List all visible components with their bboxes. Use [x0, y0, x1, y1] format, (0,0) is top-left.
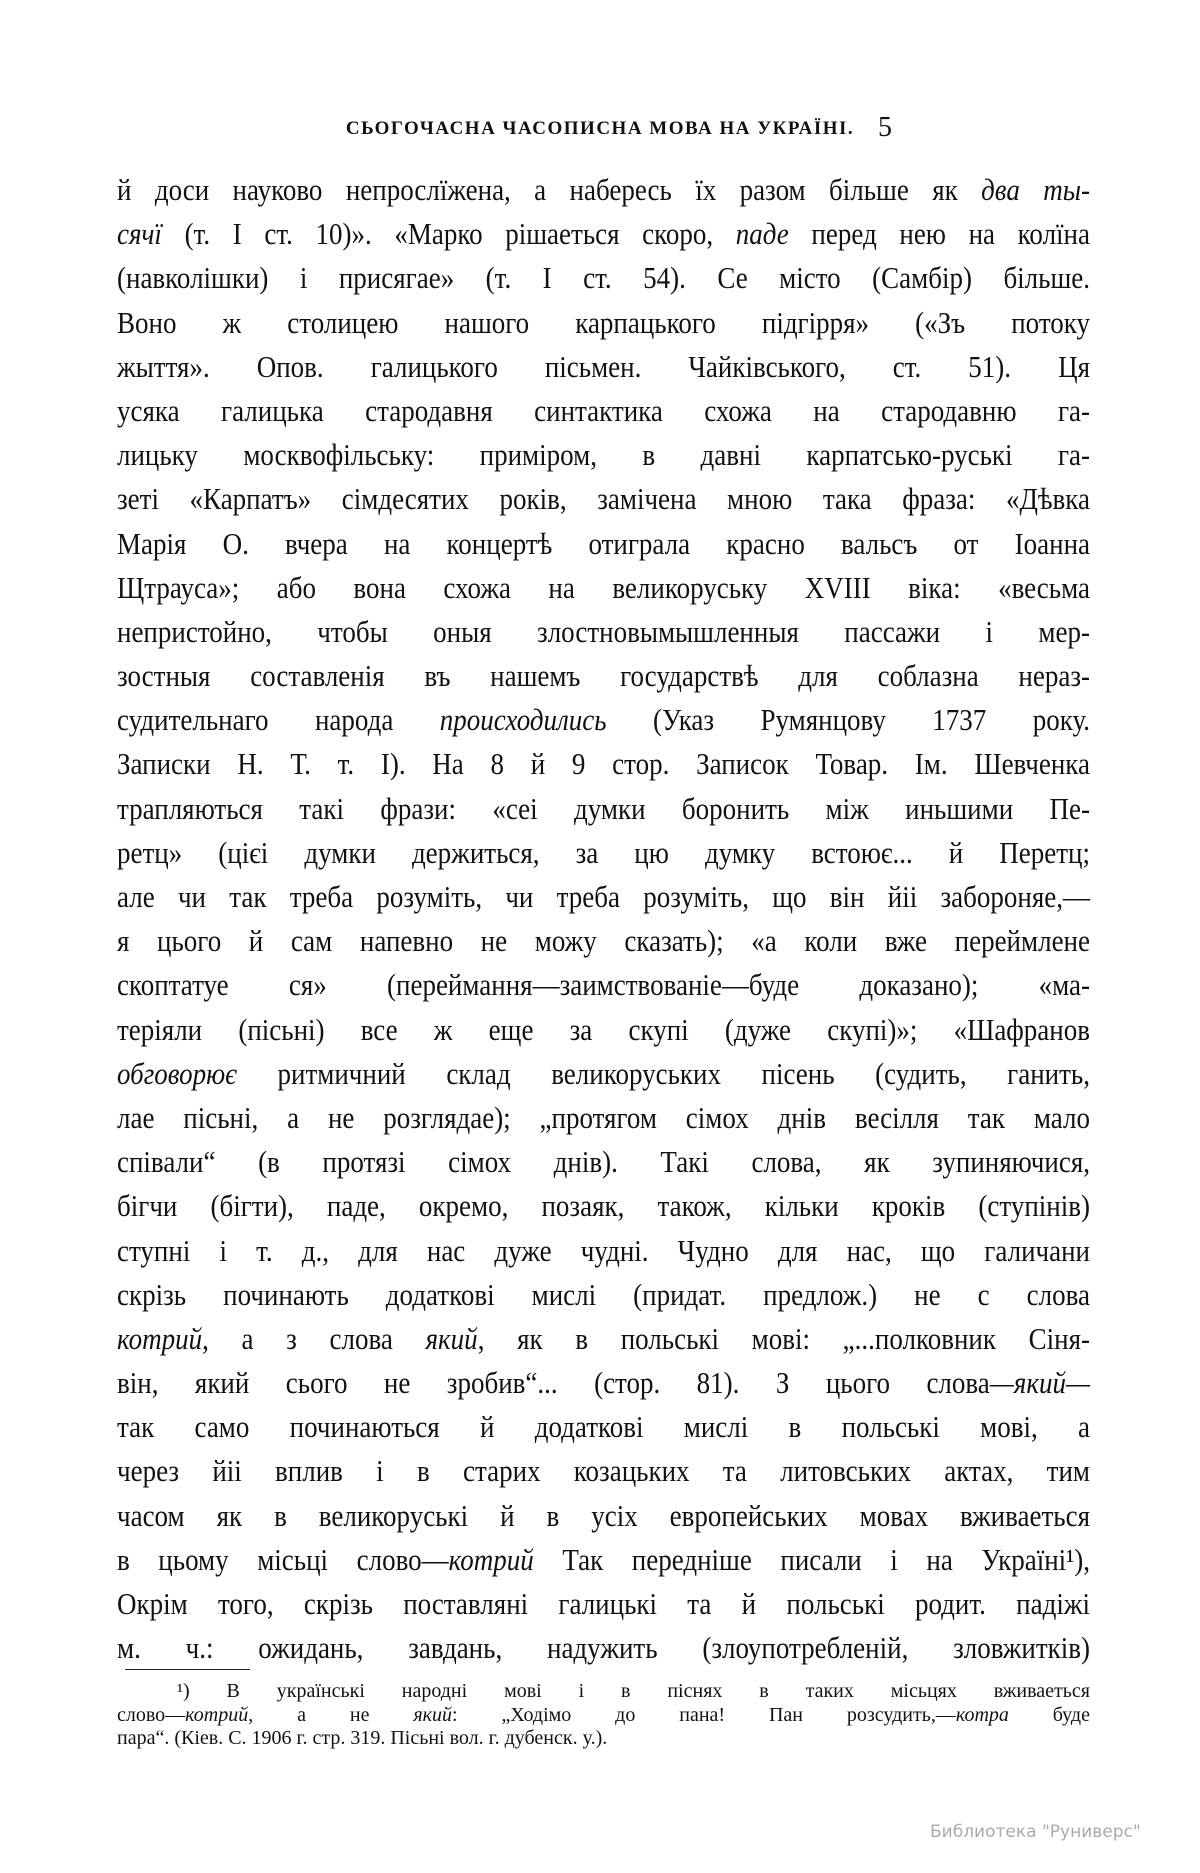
text-segment: жыття». Опов. галицького пісьмен. Чайківського, ст. 51). Ця — [117, 349, 1090, 384]
text-segment: бігчи (бігти), паде, окремо, позаяк, також, кільки кроків (ступінів) — [117, 1189, 1090, 1224]
text-line — [117, 1093, 1090, 1142]
text-line — [117, 651, 1090, 700]
footnote-line — [117, 1704, 1090, 1728]
text-segment: Так передніше писали і на Україні¹), — [533, 1543, 1090, 1577]
footnote-separator — [125, 1669, 250, 1670]
italic-text: два ты- — [981, 173, 1090, 207]
text-line — [117, 1403, 1090, 1452]
text-line — [117, 1005, 1090, 1054]
text-line — [117, 696, 1090, 745]
text-segment: скоптатуе ся» (переймання—заимствованіе—буде доказано); «ма- — [117, 968, 1090, 1003]
text-segment: часом як в великоруські й в усіх европейських мовах вживаеться — [117, 1498, 1090, 1533]
italic-text: обговорює — [117, 1056, 237, 1091]
text-line — [117, 1535, 1090, 1584]
text-segment: судительнаго народа — [117, 703, 440, 738]
text-segment: Записки Н. Т. т. І). На 8 й 9 стор. Записок Товар. Ім. Шевченка — [117, 747, 1090, 782]
text-segment: усяка галицька стародавня синтактика схожа на стародавню га- — [117, 394, 1090, 428]
text-segment: зеті «Карпатъ» сімдесятих років, замічена мною така фраза: «Дѣвка — [117, 482, 1090, 517]
text-segment: через йіі вплив і в старих козацьких та литовських актах, тим — [117, 1454, 1090, 1489]
running-title: СЬОГОЧАСНА ЧАСОПИСНА МОВА НА УКРАЇНІ. — [345, 118, 855, 139]
text-segment: (Указ Румянцову 1737 року. — [606, 703, 1090, 738]
text-segment: непристойно, чтобы оныя злостновымышленныя пассажи і мер- — [117, 615, 1090, 649]
text-line — [117, 1226, 1090, 1275]
italic-text: котрий — [117, 1322, 203, 1356]
text-line — [117, 961, 1090, 1010]
text-segment: співали“ (в протязі сімох днів). Такі слова, як зупиняючися, — [117, 1145, 1090, 1179]
text-segment: ритмичний склад великоруських пісень (судить, ганить, — [236, 1056, 1090, 1091]
text-line — [117, 430, 1090, 479]
italic-text: происходились — [439, 703, 607, 738]
italic-text: котрий — [185, 1703, 249, 1726]
text-line — [117, 828, 1090, 877]
text-segment: але чи так треба розуміть, чи треба розуміть, що він йіі забороняе,— — [117, 880, 1090, 914]
text-line — [117, 1579, 1090, 1628]
text-line — [117, 1137, 1090, 1186]
italic-text: котра — [955, 1703, 1009, 1726]
italic-text: —який— — [989, 1366, 1090, 1400]
text-segment: : „Ходімо до пана! Пан розсудить,— — [451, 1703, 956, 1726]
text-segment: (т. І ст. 10)». «Марко рішаеться скоро, — [161, 217, 736, 251]
text-line — [117, 165, 1090, 214]
text-line — [117, 563, 1090, 612]
text-line — [117, 1182, 1090, 1231]
text-segment: , а з слова — [202, 1322, 426, 1356]
footnote — [117, 1680, 1090, 1751]
italic-text: котрий — [448, 1543, 534, 1577]
italic-text: який — [425, 1322, 478, 1356]
text-segment: лае пісьні, а не розглядае); „протягом сімох днів весілля так мало — [117, 1101, 1090, 1135]
footnote-line — [117, 1680, 1090, 1704]
text-line — [117, 386, 1090, 435]
text-segment: скрізь починають додаткові мислі (придат. предлож.) не с слова — [117, 1277, 1090, 1312]
text-segment: ретц» (цієі думки держиться, за цю думку встоює... й Перетц; — [117, 836, 1090, 870]
text-segment: лицьку москвофільську: приміром, в давні карпатсько-руські га- — [117, 438, 1090, 472]
text-segment: ¹) В українські народні мові і в піснях в таких місьцях вживаеться — [177, 1680, 1090, 1702]
text-segment: , як в польські мові: „...полковник Сіня- — [477, 1322, 1091, 1356]
text-segment: Окрім того, скрізь поставляні галицькі та й польські родит. падіжі — [117, 1587, 1090, 1621]
italic-text: сячї — [117, 217, 162, 251]
text-segment: , а не — [248, 1703, 414, 1726]
text-line — [117, 298, 1090, 347]
text-segment: в цьому місьці слово— — [117, 1543, 449, 1577]
text-line — [117, 872, 1090, 921]
body-text — [117, 168, 1090, 1670]
text-segment: Марія О. вчера на концертѣ отиграла красно вальсъ от Іоанна — [117, 526, 1090, 561]
text-segment: м. ч.: ожидань, завдань, надужить (злоупотребленій, зловжитків) — [117, 1631, 1090, 1665]
text-segment: трапляються такі фрази: «сеі думки боронить між иньшими Пе- — [117, 791, 1090, 826]
text-segment: слово— — [117, 1703, 186, 1726]
text-segment: ступні і т. д., для нас дуже чудні. Чудно для нас, що галичани — [117, 1233, 1090, 1268]
text-line — [117, 1447, 1090, 1496]
library-watermark: Библиотека "Руниверс" — [930, 1822, 1141, 1842]
text-line — [117, 740, 1090, 789]
text-segment: Воно ж столицею нашого карпацького підгірря» («Зъ потоку — [117, 305, 1090, 340]
text-line — [117, 1358, 1090, 1407]
text-segment: теріяли (пісьні) все ж еще за скупі (дуже скупі)»; «Шафранов — [117, 1012, 1090, 1047]
text-line — [117, 917, 1090, 966]
text-line — [117, 1491, 1090, 1540]
text-line — [117, 784, 1090, 833]
text-line — [117, 1270, 1090, 1319]
text-line — [117, 210, 1090, 259]
text-line — [117, 475, 1090, 524]
text-line — [117, 519, 1090, 568]
text-segment: перед нею на колїна — [788, 217, 1090, 251]
page-number: 5 — [878, 112, 892, 143]
italic-text: паде — [735, 217, 789, 251]
text-line — [117, 254, 1090, 303]
text-line — [117, 607, 1090, 656]
italic-text: який — [413, 1703, 452, 1726]
text-segment: зостныя составленія въ нашемъ государствѣ для соблазна нераз- — [117, 659, 1090, 693]
text-line — [117, 342, 1090, 391]
text-segment: буде — [1008, 1703, 1090, 1726]
text-line — [117, 1049, 1090, 1098]
text-segment: Щтрауса»; або вона схожа на великоруську XVIII віка: «весьма — [117, 570, 1090, 605]
text-segment: я цього й сам напевно не можу сказать); «а коли вже переймлене — [117, 924, 1090, 958]
text-segment: (навколішки) і присягае» (т. І ст. 54). Се місто (Самбір) більше. — [117, 261, 1090, 296]
text-line — [117, 1314, 1090, 1363]
footnote-line — [117, 1727, 1090, 1751]
text-segment: пара“. (Кіев. С. 1906 г. стр. 319. Пісьні вол. г. дубенск. у.). — [117, 1727, 608, 1749]
text-segment: він, який сього не зробив“... (стор. 81). З цього слова — [117, 1366, 990, 1400]
text-segment: так само починаються й додаткові мислі в польські мові, а — [117, 1410, 1090, 1445]
text-segment: й доси науково непрослїжена, а набересь їх разом більше як — [117, 173, 982, 207]
text-line — [117, 1624, 1090, 1673]
